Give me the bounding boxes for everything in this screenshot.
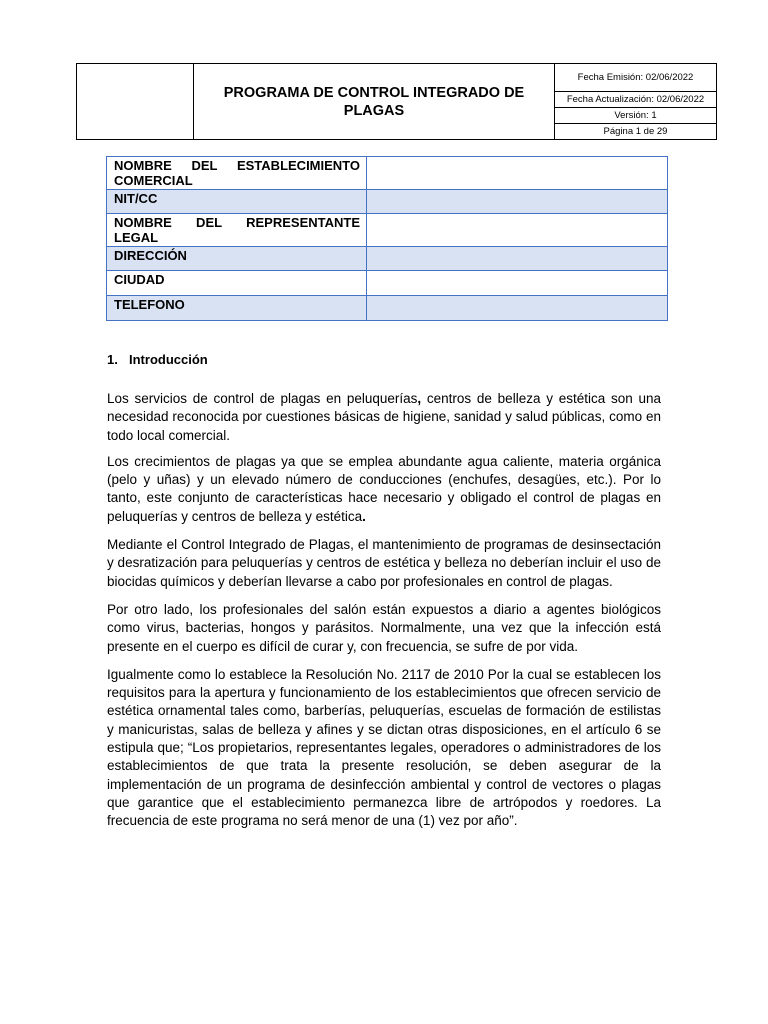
label-representante-legal: NOMBRE DEL REPRESENTANTE LEGAL — [107, 214, 367, 247]
table-row — [107, 214, 668, 247]
value-nit[interactable] — [367, 190, 668, 214]
document-body — [107, 390, 661, 841]
value-nombre-establecimiento[interactable] — [367, 157, 668, 190]
paragraph-3: Mediante el Control Integrado de Plagas, el mantenimiento de programas de desinsectación y desratización para peluquerías y centros de estética y belleza no deberían incluir el uso de biocidas químicos y deberían llevarse a cabo por profesionales en control de plagas. — [107, 537, 661, 589]
page-number: Página 1 de 29 — [555, 124, 717, 140]
label-ciudad: CIUDAD — [107, 271, 367, 296]
table-row — [107, 271, 668, 296]
table-row — [107, 157, 668, 190]
fecha-actualizacion: Fecha Actualización: 02/06/2022 — [555, 92, 717, 108]
table-row — [107, 190, 668, 214]
label-telefono: TELEFONO — [107, 296, 367, 321]
value-telefono[interactable] — [367, 296, 668, 321]
table-row — [107, 296, 668, 321]
paragraph-2: Los crecimientos de plagas ya que se emplea abundante agua caliente, materia orgánica (pelo y uñas) y un elevado número de conducciones (enchufes, desagües, etc.). Por lo tanto, este conjunto de características hace necesario y obligado el control de plagas en peluquerías y centros de belleza y estética. — [107, 453, 661, 524]
paragraph-1: Los servicios de control de plagas en peluquerías, centros de belleza y estética son una necesidad reconocida por cuestiones básicas de higiene, sanidad y salud públicas, como en todo local comercial. — [107, 391, 661, 443]
section-heading — [107, 352, 208, 367]
document-title: PROGRAMA DE CONTROL INTEGRADO DE PLAGAS — [194, 64, 555, 140]
fecha-emision: Fecha Emisión: 02/06/2022 — [555, 64, 717, 92]
label-direccion: DIRECCIÓN — [107, 247, 367, 271]
label-nombre-establecimiento: NOMBRE DEL ESTABLECIMIENTO COMERCIAL — [107, 157, 367, 190]
paragraph-5: Igualmente como lo establece la Resolución No. 2117 de 2010 Por la cual se establecen los requisitos para la apertura y funcionamiento de los establecimientos que ofrecen servicio de estética ornamental tales como, barberías, peluquerías, escuelas de formación de estilistas y manicuristas, salas de belleza y afines y se dictan otras disposiciones, en el artículo 6 se estipula que; “Los propietarios, representantes legales, operadores o administradores de los establecimientos de que trata la presente resolución, se deben asegurar de la implementación de un programa de desinfección ambiental y control de vectores o plagas que garantice que el establecimiento permanezca libre de artrópodos y roedores. La frecuencia de este programa no será menor de una (1) vez por año”. — [107, 666, 661, 829]
label-nit: NIT/CC — [107, 190, 367, 214]
section-number: 1. — [107, 352, 118, 367]
logo-placeholder — [77, 64, 194, 140]
value-ciudad[interactable] — [367, 271, 668, 296]
establishment-info-table — [106, 156, 668, 321]
document-header — [76, 63, 717, 140]
table-row — [107, 247, 668, 271]
value-direccion[interactable] — [367, 247, 668, 271]
value-representante-legal[interactable] — [367, 214, 668, 247]
section-title: Introducción — [129, 352, 208, 367]
version: Versión: 1 — [555, 108, 717, 124]
paragraph-4: Por otro lado, los profesionales del salón están expuestos a diario a agentes biológicos como virus, bacterias, hongos y parásitos. Normalmente, una vez que la infección está presente en el cuerpo es difícil de curar y, con frecuencia, se sufre de por vida. — [107, 601, 661, 654]
